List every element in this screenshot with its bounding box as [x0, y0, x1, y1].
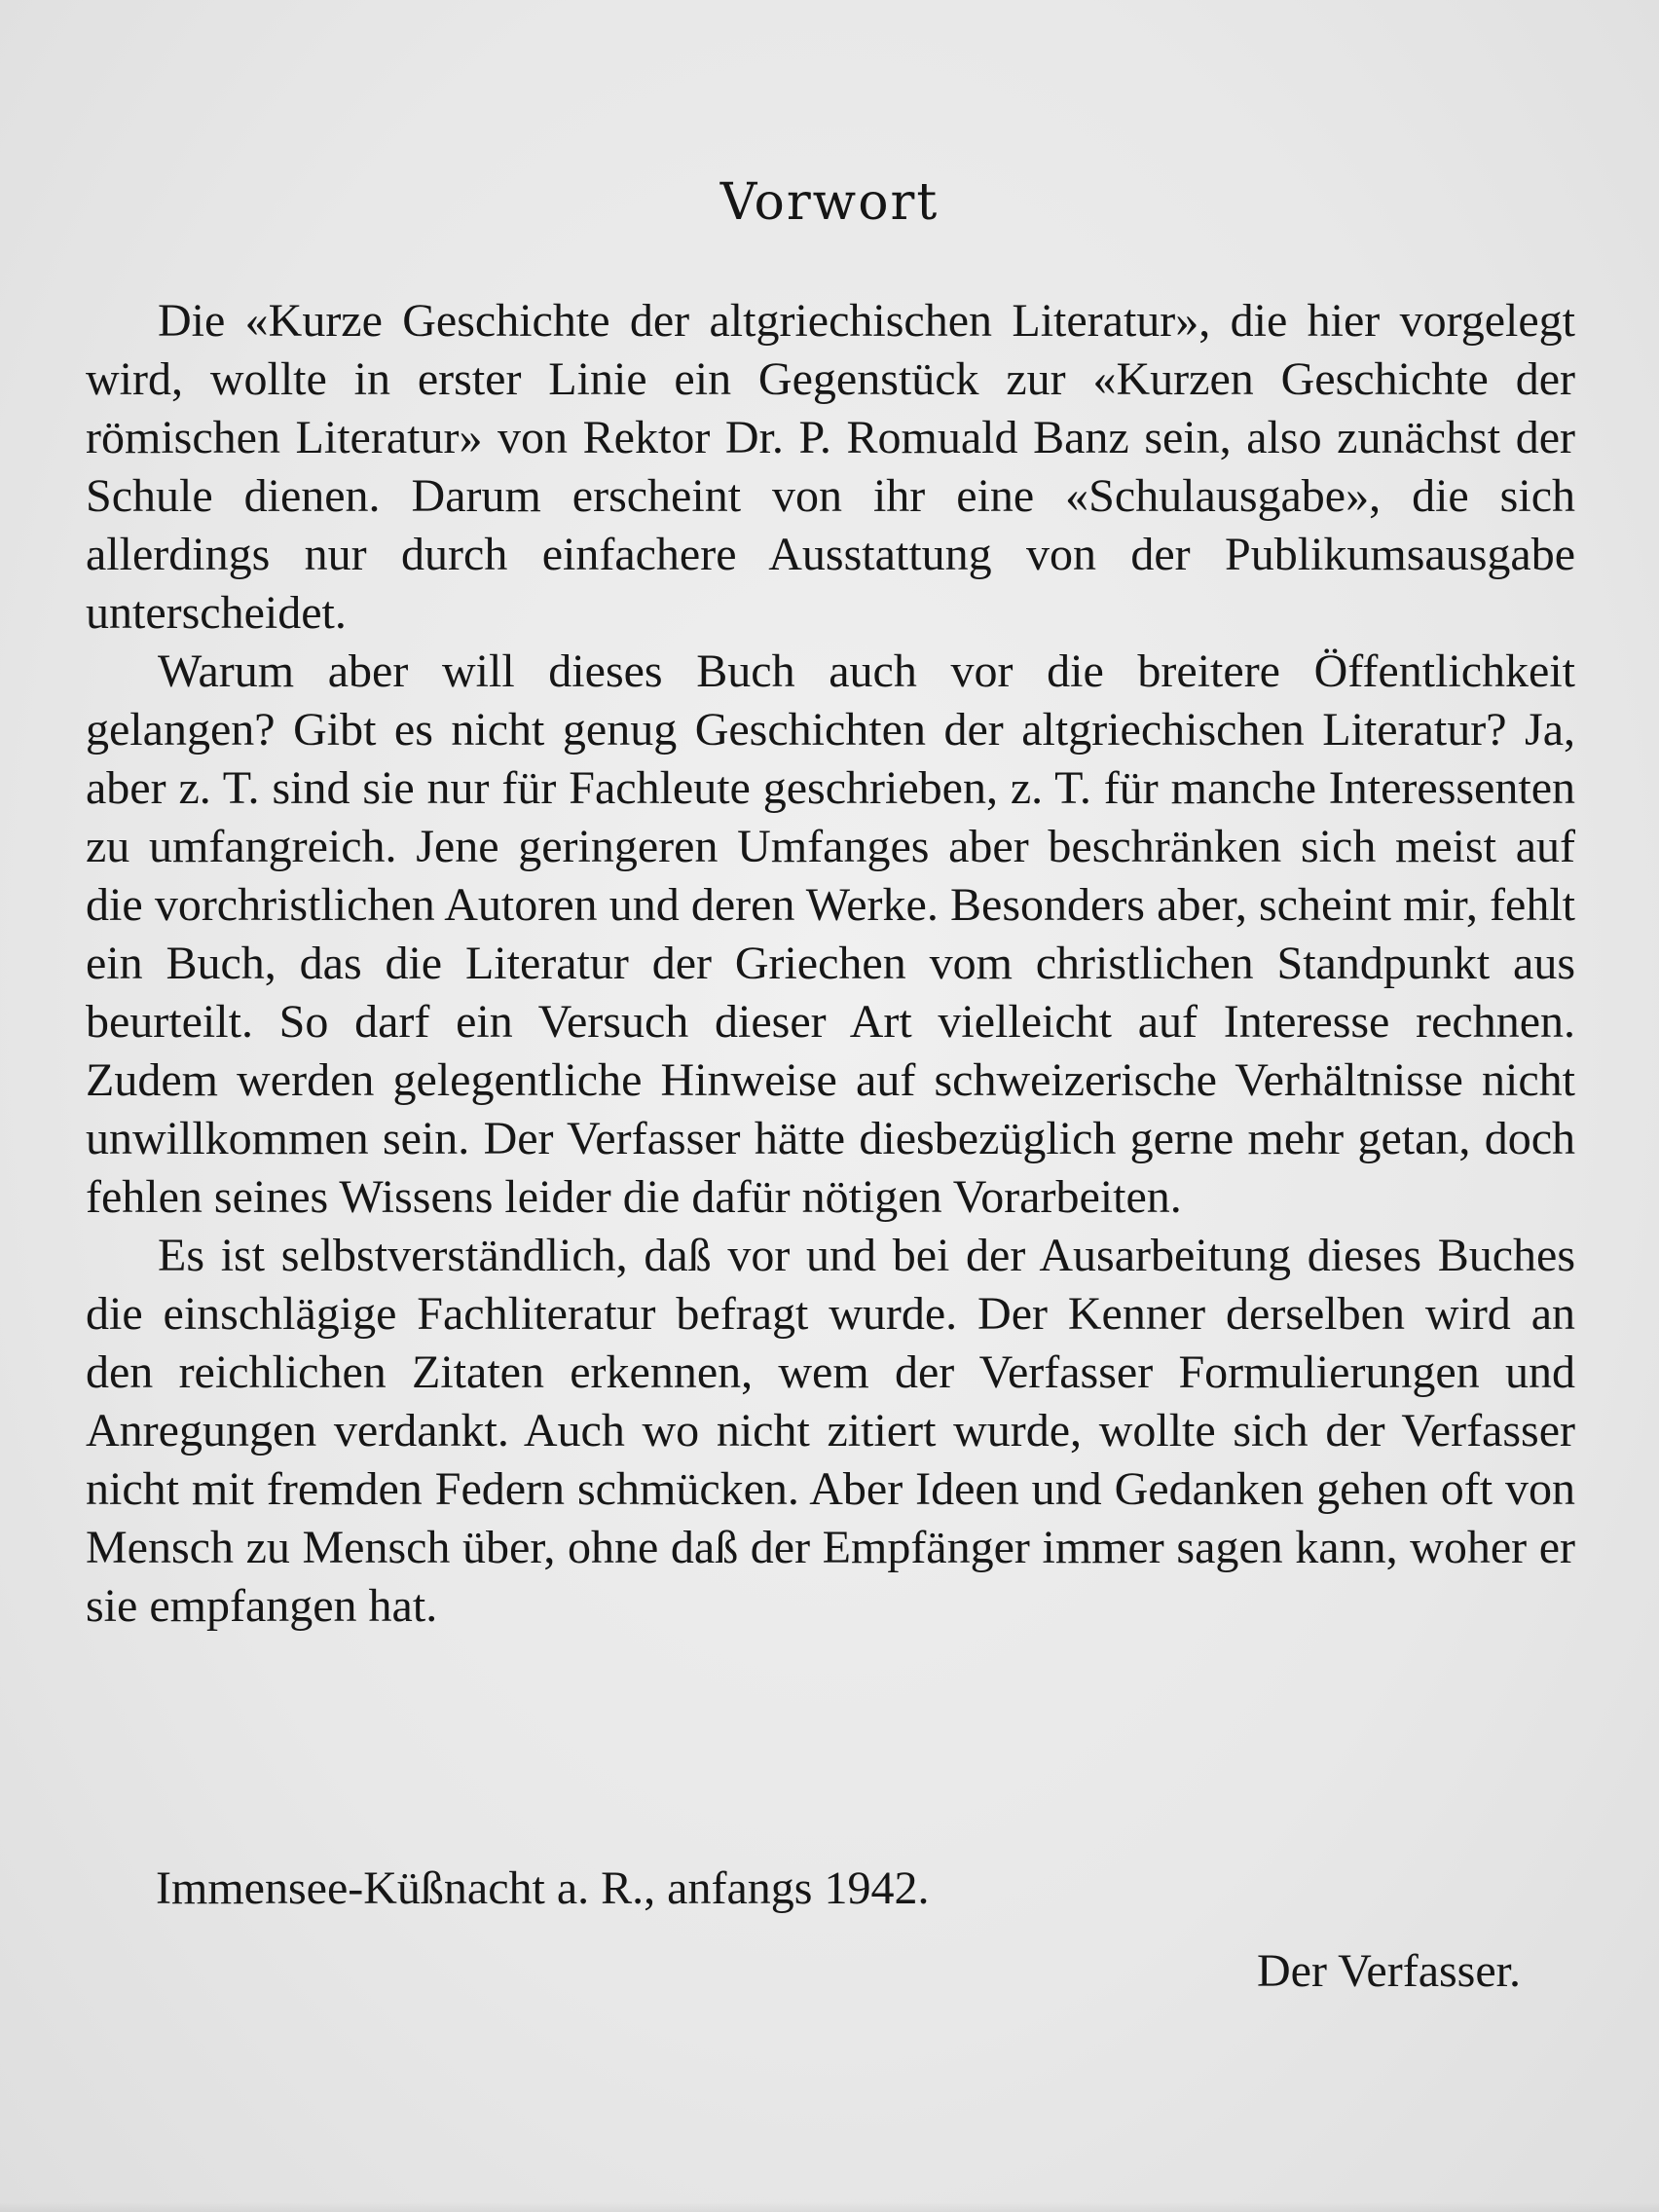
paragraph-1: Die «Kurze Geschichte der altgriechischen Literatur», die hier vorgelegt wird, wollte in erster Linie ein Gegenstück zur «Kurzen Geschichte der römischen Literatur» von Rektor Dr. P. Romuald Banz sein, also zunächst der Schule dienen. Darum erscheint von ihr eine «Schulausgabe», die sich allerdings nur durch einfachere Ausstattung von der Publikumsausgabe unterscheidet. [86, 295, 1575, 639]
paragraph-3: Es ist selbstverständlich, daß vor und bei der Ausarbeitung dieses Buches die einschlägige Fachliteratur befragt wurde. Der Kenner derselben wird an den reichlichen Zitaten erkennen, wem der Verfasser Formulierungen und Anregungen verdankt. Auch wo nicht zitiert wurde, wollte sich der Verfasser nicht mit fremden Federn schmücken. Aber Ideen und Gedanken gehen oft von Mensch zu Mensch über, ohne daß der Empfänger immer sagen kann, woher er sie empfangen hat. [86, 1230, 1575, 1632]
preface-body [86, 292, 1575, 1636]
place-date-line: Immensee-Küßnacht a. R., anfangs 1942. [156, 1862, 930, 1914]
paragraph-2: Warum aber will dieses Buch auch vor die breitere Öffentlichkeit gelangen? Gibt es nicht genug Geschichten der altgriechischen Literatur? Ja, aber z. T. sind sie nur für Fachleute geschrieben, z. T. für manche Interessenten zu umfangreich. Jene geringeren Umfanges aber beschränken sich meist auf die vorchristlichen Autoren und deren Werke. Besonders aber, scheint mir, fehlt ein Buch, das die Literatur der Griechen vom christlichen Standpunkt aus beurteilt. So darf ein Versuch dieser Art vielleicht auf Interesse rechnen. Zudem werden gelegentliche Hinweise auf schweizerische Verhältnisse nicht unwillkommen sein. Der Verfasser hätte diesbezüglich gerne mehr getan, doch fehlen seines Wissens leider die dafür nötigen Vorarbeiten. [86, 645, 1575, 1223]
page-bottom-edge [0, 2202, 1659, 2212]
page-title: Vorwort [719, 173, 940, 232]
author-signature: Der Verfasser. [1256, 1945, 1521, 1997]
